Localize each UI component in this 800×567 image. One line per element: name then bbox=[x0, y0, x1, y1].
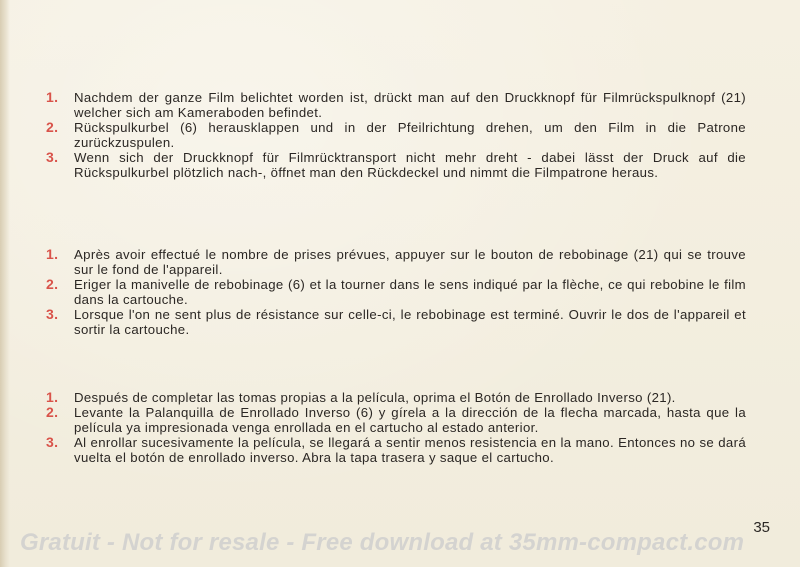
list-item bbox=[44, 150, 746, 180]
item-number: 2. bbox=[46, 119, 59, 135]
item-number: 1. bbox=[46, 89, 59, 105]
list-item bbox=[44, 277, 746, 307]
list-item bbox=[44, 90, 746, 120]
section-french bbox=[44, 247, 746, 337]
list-item bbox=[44, 120, 746, 150]
item-text: Lorsque l'on ne sent plus de résistance sur celle-ci, le rebobinage est terminé. Ouvrir le dos de l'appareil et sortir la cartouche. bbox=[74, 307, 746, 337]
item-number: 2. bbox=[46, 276, 59, 292]
list-item bbox=[44, 247, 746, 277]
section-german bbox=[44, 90, 746, 180]
list-item bbox=[44, 405, 746, 435]
item-number: 2. bbox=[46, 404, 59, 420]
item-text: Après avoir effectué le nombre de prises prévues, appuyer sur le bouton de rebobinage (21) qui se trouve sur le fond de l'appareil. bbox=[74, 247, 746, 277]
item-number: 1. bbox=[46, 389, 59, 405]
item-number: 3. bbox=[46, 306, 59, 322]
item-text: Al enrollar sucesivamente la película, se llegará a sentir menos resistencia en la mano. Entonces no se dará vuelta el botón de enrollado inverso. Abra la tapa trasera y saque el cartucho. bbox=[74, 435, 746, 465]
item-text: Eriger la manivelle de rebobinage (6) et la tourner dans le sens indiqué par la flèche, ce qui rebobine le film dans la cartouche. bbox=[74, 277, 746, 307]
item-text: Wenn sich der Druckknopf für Filmrücktransport nicht mehr dreht - dabei lässt der Druck auf die Rückspulkurbel plötzlich nach-, öffnet man den Rückdeckel und nimmt die Filmpatrone heraus. bbox=[74, 150, 746, 180]
item-number: 3. bbox=[46, 149, 59, 165]
list-item bbox=[44, 390, 746, 405]
list-item bbox=[44, 307, 746, 337]
item-number: 3. bbox=[46, 434, 59, 450]
section-spanish bbox=[44, 390, 746, 465]
watermark: Gratuit - Not for resale - Free download at 35mm-compact.com bbox=[20, 529, 745, 556]
page-number: 35 bbox=[753, 519, 770, 536]
list-item bbox=[44, 435, 746, 465]
item-text: Nachdem der ganze Film belichtet worden ist, drückt man auf den Druckknopf für Filmrückspulknopf (21) welcher sich am Kameraboden befindet. bbox=[74, 90, 746, 120]
item-text: Levante la Palanquilla de Enrollado Inverso (6) y gírela a la dirección de la flecha marcada, hasta que la película ya impresionada venga enrollada en el cartucho al estado anterior. bbox=[74, 405, 746, 435]
item-number: 1. bbox=[46, 246, 59, 262]
page-edge bbox=[0, 0, 10, 567]
item-text: Rückspulkurbel (6) herausklappen und in der Pfeilrichtung drehen, um den Film in die Patrone zurückzuspulen. bbox=[74, 120, 746, 150]
item-text: Después de completar las tomas propias a la película, oprima el Botón de Enrollado Inverso (21). bbox=[74, 390, 676, 405]
